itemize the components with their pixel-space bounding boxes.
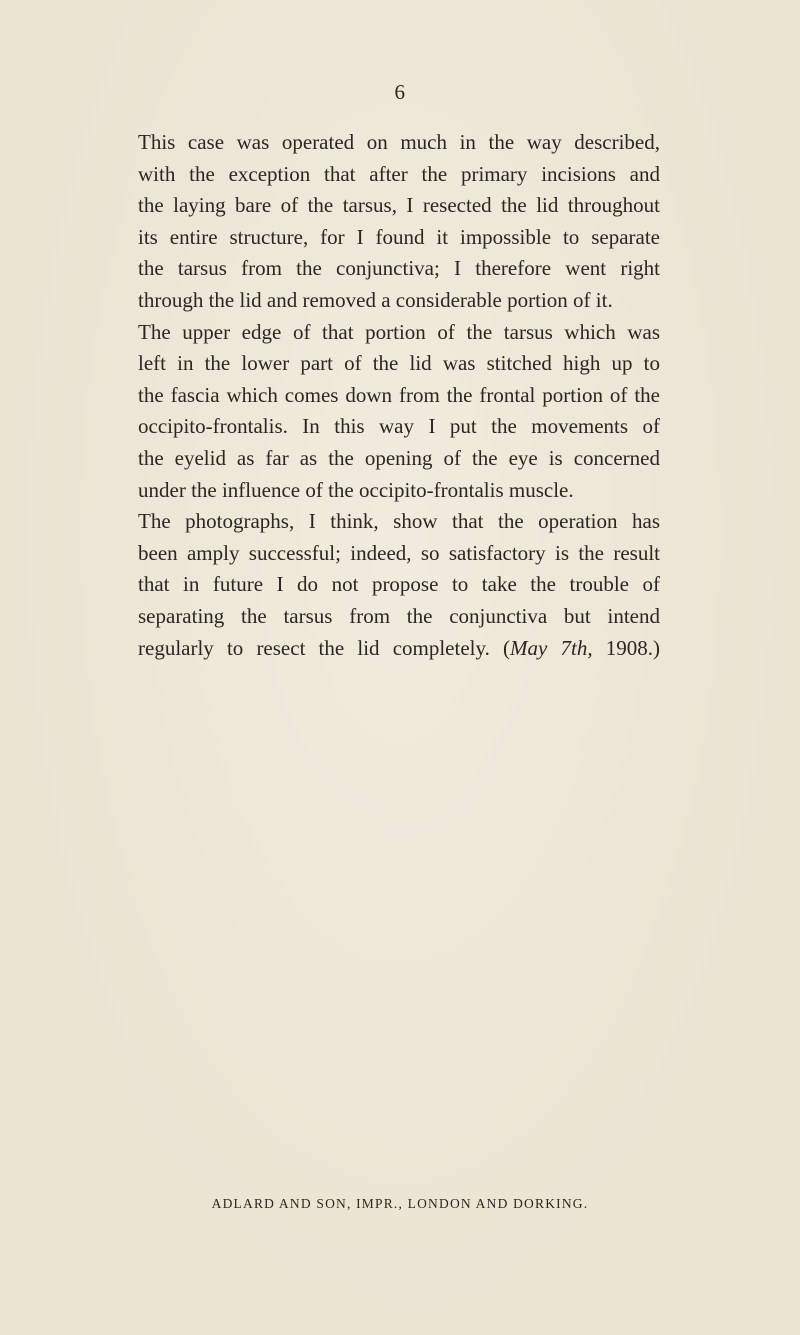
text-line: its entire structure, for I found it impossible to separate	[138, 224, 660, 249]
text-line: the fascia which comes down from the frontal portion of the	[138, 382, 660, 407]
text-line: left in the lower part of the lid was stitched high up to	[138, 351, 660, 376]
date-italic: May 7th,	[510, 635, 593, 660]
page-number: 6	[394, 80, 406, 104]
text-line: the eyelid as far as the opening of the eye is concerned	[138, 445, 660, 470]
text-line: the tarsus from the conjunctiva; I therefore went right	[138, 256, 660, 281]
text-line: separating the tarsus from the conjunctiva but intend	[138, 603, 660, 628]
text-line: under the influence of the occipito-frontalis muscle.	[138, 477, 574, 502]
text-line: the laying bare of the tarsus, I resected the lid throughout	[138, 193, 660, 218]
date-open: (	[503, 635, 511, 660]
text-line: through the lid and removed a considerable portion of it.	[138, 287, 613, 312]
body-text	[138, 127, 660, 664]
printer-imprint: ADLARD AND SON, IMPR., LONDON AND DORKING.	[211, 1196, 589, 1211]
text-line-with-date	[138, 633, 660, 665]
date-rest: 1908.)	[592, 635, 661, 660]
text-line: occipito-frontalis. In this way I put the movements of	[138, 414, 660, 439]
text-line: The photographs, I think, show that the operation has	[138, 509, 660, 534]
text-line: that in future I do not propose to take the trouble of	[138, 572, 660, 597]
last-line-text: regularly to resect the lid completely.	[138, 635, 490, 660]
text-line: This case was operated on much in the way described,	[138, 130, 660, 154]
text-line: with the exception that after the primary incisions and	[138, 161, 660, 186]
text-line: been amply successful; indeed, so satisfactory is the result	[138, 540, 660, 565]
text-line: The upper edge of that portion of the tarsus which was	[138, 319, 660, 344]
